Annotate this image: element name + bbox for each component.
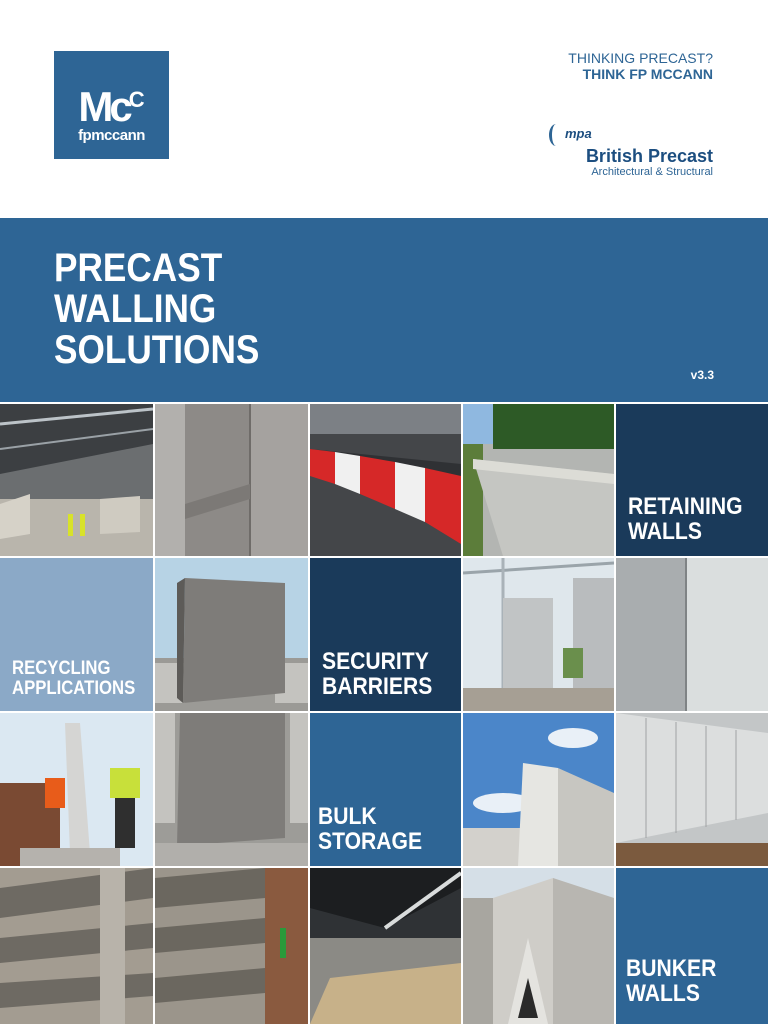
title-line-1: PRECAST <box>54 246 223 290</box>
bunker-wall-photo <box>463 868 614 1024</box>
partner-name: British Precast <box>585 146 713 166</box>
a-frame-wall-photo <box>463 713 614 866</box>
workers-install-photo <box>0 713 153 866</box>
panel-base-photo <box>155 713 308 866</box>
mpa-mark: mpa <box>565 126 592 141</box>
security-barriers-label: SECURITY BARRIERS <box>322 648 433 700</box>
bulk-storage-tile[interactable] <box>310 713 461 866</box>
warehouse-wall-photo <box>0 404 153 556</box>
recycling-applications-label: RECYCLING APPLICATIONS <box>12 658 136 699</box>
british-precast-logo <box>553 124 713 180</box>
steel-frame-building-photo <box>463 558 614 711</box>
title-banner <box>0 218 768 402</box>
version-label: v3.3 <box>690 368 714 382</box>
storage-hall-photo <box>310 868 461 1024</box>
title-line-3: SOLUTIONS <box>54 328 260 372</box>
tagline <box>568 50 713 82</box>
retaining-wall-photo <box>463 404 614 556</box>
panel-row-photo <box>616 713 768 866</box>
mpa-arc-icon <box>549 124 563 146</box>
partner-subtitle: Architectural & Structural <box>591 166 713 178</box>
logo-mark: $Mc^C$ <box>78 83 145 130</box>
retaining-walls-tile[interactable] <box>616 404 768 556</box>
security-barrier-photo <box>310 404 461 556</box>
tagline-line-2: THINK FP MCCANN <box>582 66 713 82</box>
tagline-line-1: THINKING PRECAST? <box>568 50 713 66</box>
title-line-2: WALLING <box>54 287 217 331</box>
recycling-applications-tile[interactable] <box>0 558 153 711</box>
tall-wall-photo <box>616 558 768 711</box>
bulk-storage-label: BULK STORAGE <box>318 803 423 855</box>
gabion-wall-photo <box>0 868 153 1024</box>
bunker-walls-tile[interactable] <box>616 868 768 1024</box>
crib-wall-photo <box>155 868 308 1024</box>
concrete-wall-closeup-photo <box>155 404 308 556</box>
logo-text: fpmccann <box>78 127 145 144</box>
fpmccann-logo <box>54 51 169 159</box>
standing-panel-photo <box>155 558 308 711</box>
bunker-walls-label: BUNKER WALLS <box>626 955 717 1007</box>
security-barriers-tile[interactable] <box>310 558 461 711</box>
retaining-walls-label: RETAINING WALLS <box>628 493 743 545</box>
page-title <box>54 248 259 371</box>
